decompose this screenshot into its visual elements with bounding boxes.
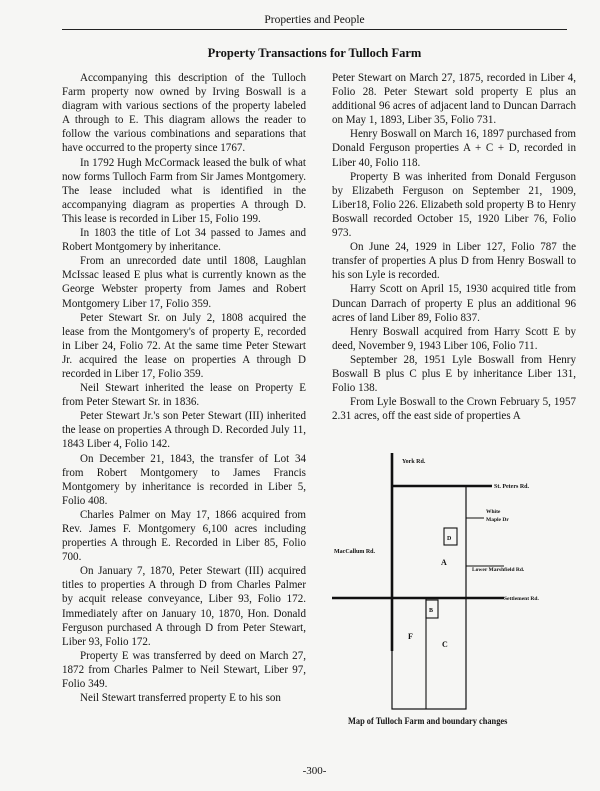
paragraph: Peter Stewart Jr.'s son Peter Stewart (III) inherited the lease on properties A through D. Recorded July 11, 1843 Liber 4, Folio 142. [62, 410, 306, 451]
paragraph: Property B was inherited from Donald Ferguson by Elizabeth Ferguson on September 21, 1909, Liber18, Folio 226. Elizabeth sold property B to Henry Boswall recorded October 15, 1920 Liber 76, Folio 973. [332, 170, 576, 240]
parcel-f-label: F [408, 632, 413, 641]
york-road-label: York Rd. [402, 459, 426, 465]
map-caption: Map of Tulloch Farm and boundary changes [348, 717, 508, 727]
white-maple-label-2: Maple Dr [486, 517, 509, 523]
paragraph: In 1803 the title of Lot 34 passed to James and Robert Montgomery by inheritance. [62, 227, 306, 254]
maccallum-road-label: MacCallum Rd. [334, 549, 375, 555]
paragraph: On January 7, 1870, Peter Stewart (III) acquired titles to properties A through D from Charles Palmer by acquit release conveyance, Liber 93, Folio 172. Immediately after on January 10, 1870, Hon. Donald Ferguson purchased A through D from Peter Stewart, Liber 93, Folio 172. [62, 565, 306, 648]
paragraph: On December 21, 1843, the transfer of Lot 34 from Robert Montgomery to James Francis Montgomery by inheritance is recorded in Liber 5, Folio 408. [62, 452, 306, 507]
paragraph: Charles Palmer on May 17, 1866 acquired from Rev. James F. Montgomery 6,100 acres including properties A through E. Recorded in Liber 85, Folio 700. [62, 508, 306, 564]
paragraph: Henry Boswall on March 16, 1897 purchased from Donald Ferguson properties A + C + D, recorded in Liber 40, Folio 118. [332, 128, 576, 169]
article-title: Property Transactions for Tulloch Farm [207, 46, 422, 60]
paragraph: September 28, 1951 Lyle Boswall from Henry Boswall B plus C plus E by inheritance Liber 131, Folio 138. [332, 353, 576, 395]
lower-marshfield-road-label: Lower Marshfield Rd. [472, 567, 525, 573]
parcel-b-label: B [429, 608, 434, 614]
paragraph: Property E was transferred by deed on March 27, 1872 from Charles Palmer to Neil Stewart, Liber 97, Folio 349. [62, 649, 306, 691]
paragraph: Henry Boswall acquired from Harry Scott E by deed, November 9, 1943 Liber 106, Folio 711. [332, 325, 576, 352]
right-column [332, 71, 576, 423]
paragraph: Neil Stewart transferred property E to his son [80, 692, 281, 705]
paragraph: From an unrecorded date until 1808, Laughlan McIssac leased E plus what is currently known as the George Webster property from James and Robert Montgomery Liber 17, Folio 359. [62, 255, 306, 310]
parcel-c-label: C [442, 640, 448, 649]
paragraph: Neil Stewart inherited the lease on Property E from Peter Stewart Sr. in 1836. [62, 382, 306, 409]
map-drawing [332, 453, 576, 733]
left-column [62, 71, 306, 705]
paragraph: In 1792 Hugh McCormack leased the bulk of what now forms Tulloch Farm from Sir James Montgomery. The lease included what is identified in the accompanying diagram as properties A through D. This lease is recorded in Liber 15, Folio 199. [62, 156, 306, 225]
parcel-a-label: A [441, 558, 447, 567]
paragraph: Accompanying this description of the Tulloch Farm property now owned by Irving Boswall is a diagram with various sections of the property labeled A through to E. This diagram allows the reader to follow the various combinations and separations that have occurred to the property since 1767. [62, 72, 306, 155]
paragraph: Peter Stewart on March 27, 1875, recorded in Liber 4, Folio 28. Peter Stewart sold property E plus an additional 96 acres of adjacent land to Duncan Darrach on May 1, 1893, Liber 35, Folio 731. [332, 72, 576, 127]
paragraph: Harry Scott on April 15, 1930 acquired title from Duncan Darrach of property E plus an additional 96 acres of land Liber 89, Folio 837. [332, 283, 576, 324]
paragraph: Peter Stewart Sr. on July 2, 1808 acquired the lease from the Montgomery's of property E, recorded in Liber 24, Folio 72. At the same time Peter Stewart Jr. acquired the lease on properties A through D recorded in Liber 17, Folio 359. [62, 311, 306, 380]
settlement-road-label: Settlement Rd. [504, 596, 539, 602]
paragraph: On June 24, 1929 in Liber 127, Folio 787 the transfer of properties A plus D from Henry Boswall to his son Lyle is recorded. [332, 241, 576, 282]
parcel-d-label: D [447, 536, 452, 542]
page-number: -300- [302, 765, 327, 777]
tulloch-farm-map [332, 453, 576, 733]
st-peters-road-label: St. Peters Rd. [494, 484, 529, 490]
white-maple-label-1: White [486, 509, 501, 515]
paragraph: From Lyle Boswall to the Crown February 5, 1957 2.31 acres, off the east side of properties A [332, 396, 576, 423]
running-head: Properties and People [62, 14, 567, 30]
